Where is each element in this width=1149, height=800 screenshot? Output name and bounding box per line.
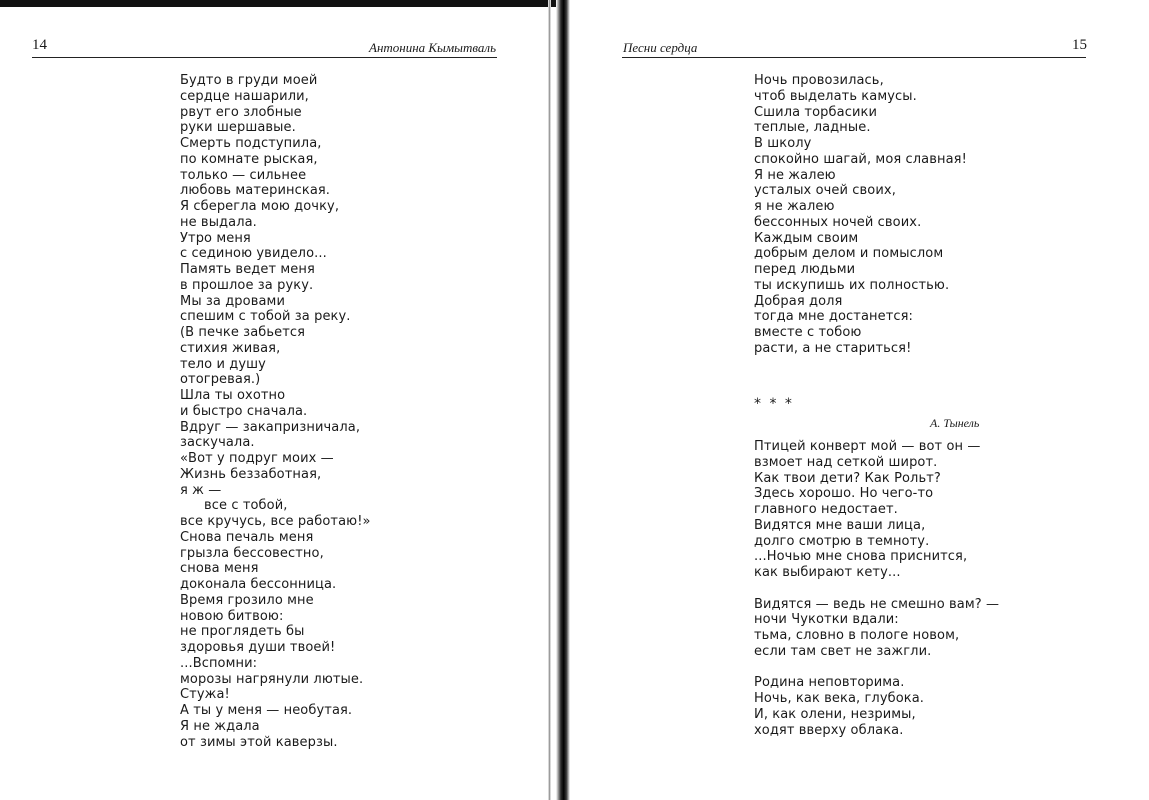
stanza-gap: [754, 581, 999, 597]
poem-line: только — сильнее: [180, 167, 307, 183]
poem-line: Жизнь беззаботная,: [180, 466, 322, 482]
poem-line: я не жалею: [754, 199, 835, 214]
poem-line: спешим с тобой за реку.: [180, 309, 351, 325]
poem-line: с сединою увидело...: [180, 246, 327, 262]
poem-line: Шла ты охотно: [180, 388, 286, 403]
poem-line: тьма, словно в пологе новом,: [754, 628, 960, 643]
poem-line: усталых очей своих,: [754, 183, 896, 199]
poem-line: рвут его злобные: [180, 104, 302, 120]
poem-line: по комнате рыская,: [180, 151, 318, 167]
poem-line: чтоб выделать камусы.: [754, 88, 917, 104]
left-poem: [180, 73, 371, 750]
poem-line: главного недостает.: [754, 502, 898, 517]
poem-line: Птицей конверт мой — вот он —: [754, 439, 981, 454]
poem-line: Смерть подступила,: [180, 136, 322, 151]
poem-line: не выдала.: [180, 214, 257, 230]
poem-line: стихия живая,: [180, 340, 281, 356]
poem-line: вместе с тобою: [754, 325, 862, 340]
poem-line: морозы нагрянули лютые.: [180, 671, 364, 687]
right-running-head: Песни сердца: [623, 40, 698, 55]
poem-line: Я не ждала: [180, 718, 260, 734]
poem-line: здоровья души твоей!: [180, 640, 336, 655]
poem-line: тогда мне достанется:: [754, 309, 914, 325]
poem-line: если там свет не зажгли.: [754, 643, 932, 659]
poem-line: новою битвою:: [180, 608, 284, 624]
poem-line: Ночь, как века, глубока.: [754, 691, 925, 706]
poem-line: отогревая.): [180, 372, 261, 388]
right-poem-1: [754, 73, 967, 357]
poem-line: от зимы этой каверзы.: [180, 734, 338, 750]
poem-line: долго смотрю в темноту.: [754, 533, 930, 549]
stanza-gap: [754, 660, 999, 676]
left-page-number: 14: [32, 37, 47, 53]
poem-line: Стужа!: [180, 687, 230, 703]
poem-line: Родина неповторима.: [754, 675, 905, 691]
poem-line: не проглядеть бы: [180, 624, 305, 640]
poem-line: и быстро сначала.: [180, 403, 308, 419]
poem-line: Видятся мне ваши лица,: [754, 517, 926, 533]
poem-line: любовь материнская.: [180, 183, 331, 199]
poem-line: все с тобой,: [204, 498, 288, 514]
poem-line: доконала бессонница.: [180, 577, 337, 592]
poem-line: Ночь провозилась,: [754, 73, 884, 88]
poem-line: (В печке забьется: [180, 325, 306, 340]
poem-line: Я не жалею: [754, 167, 836, 183]
poem-line: добрым делом и помыслом: [754, 246, 944, 262]
poem-line: руки шершавые.: [180, 120, 296, 136]
poem-line: Будто в груди моей: [180, 73, 318, 88]
poem-line: как выбирают кету...: [754, 565, 901, 580]
poem-line: я ж —: [180, 482, 222, 498]
poem-line: А ты у меня — необутая.: [180, 703, 353, 718]
poem-line: Видятся — ведь не смешно вам? —: [754, 596, 1000, 612]
poem-line: бессонных ночей своих.: [754, 214, 922, 230]
poem-line: Вдруг — закапризничала,: [180, 419, 361, 435]
poem-line: сердце нашарили,: [180, 88, 309, 104]
poem-line: все кручусь, все работаю!»: [180, 514, 371, 529]
section-separator: * * *: [754, 396, 794, 412]
right-poem-2: [754, 439, 999, 738]
poem-line: грызла бессовестно,: [180, 545, 324, 561]
book-spine-shadow: [548, 0, 551, 800]
poem-line: Утро меня: [180, 230, 251, 246]
poem-line: спокойно шагай, моя славная!: [754, 151, 967, 167]
poem-line: Добрая доля: [754, 293, 843, 309]
poem-line: Как твои дети? Как Рольт?: [754, 470, 941, 486]
poem-line: Каждым своим: [754, 230, 859, 246]
poem-line: теплые, ладные.: [754, 120, 871, 136]
poem-line: Я сберегла мою дочку,: [180, 199, 340, 214]
poem-line: расти, а не стариться!: [754, 340, 912, 356]
poem-line: Здесь хорошо. Но чего-то: [754, 486, 934, 502]
poem-line: заскучала.: [180, 435, 255, 451]
poem-line: Снова печаль меня: [180, 529, 314, 545]
poem-line: ты искупишь их полностью.: [754, 277, 950, 293]
poem-line: в прошлое за руку.: [180, 277, 314, 293]
left-running-head: Антонина Кымытваль: [369, 40, 496, 55]
right-header-rule: [622, 57, 1086, 58]
poem-line: ...Вспомни:: [180, 655, 258, 671]
poem-line: снова меня: [180, 561, 259, 577]
left-header-rule: [32, 57, 497, 58]
poem-line: перед людьми: [754, 262, 856, 277]
poem-line: ...Ночью мне снова приснится,: [754, 549, 968, 565]
poem-line: В школу: [754, 136, 812, 151]
poem-line: ночи Чукотки вдали:: [754, 612, 899, 628]
dedication: А. Тынель: [930, 416, 980, 430]
poem-line: ходят вверху облака.: [754, 722, 904, 738]
poem-line: И, как олени, незримы,: [754, 706, 916, 722]
poem-line: взмоет над сеткой широт.: [754, 454, 938, 470]
poem-line: Память ведет меня: [180, 262, 315, 277]
right-page-number: 15: [1072, 37, 1087, 53]
poem-line: Мы за дровами: [180, 293, 286, 309]
poem-line: «Вот у подруг моих —: [180, 451, 334, 466]
book-spine: [556, 0, 570, 800]
scan-top-edge: [0, 0, 560, 7]
poem-line: тело и душу: [180, 356, 266, 372]
poem-line: Время грозило мне: [180, 592, 314, 608]
poem-line: Сшила торбасики: [754, 104, 877, 120]
